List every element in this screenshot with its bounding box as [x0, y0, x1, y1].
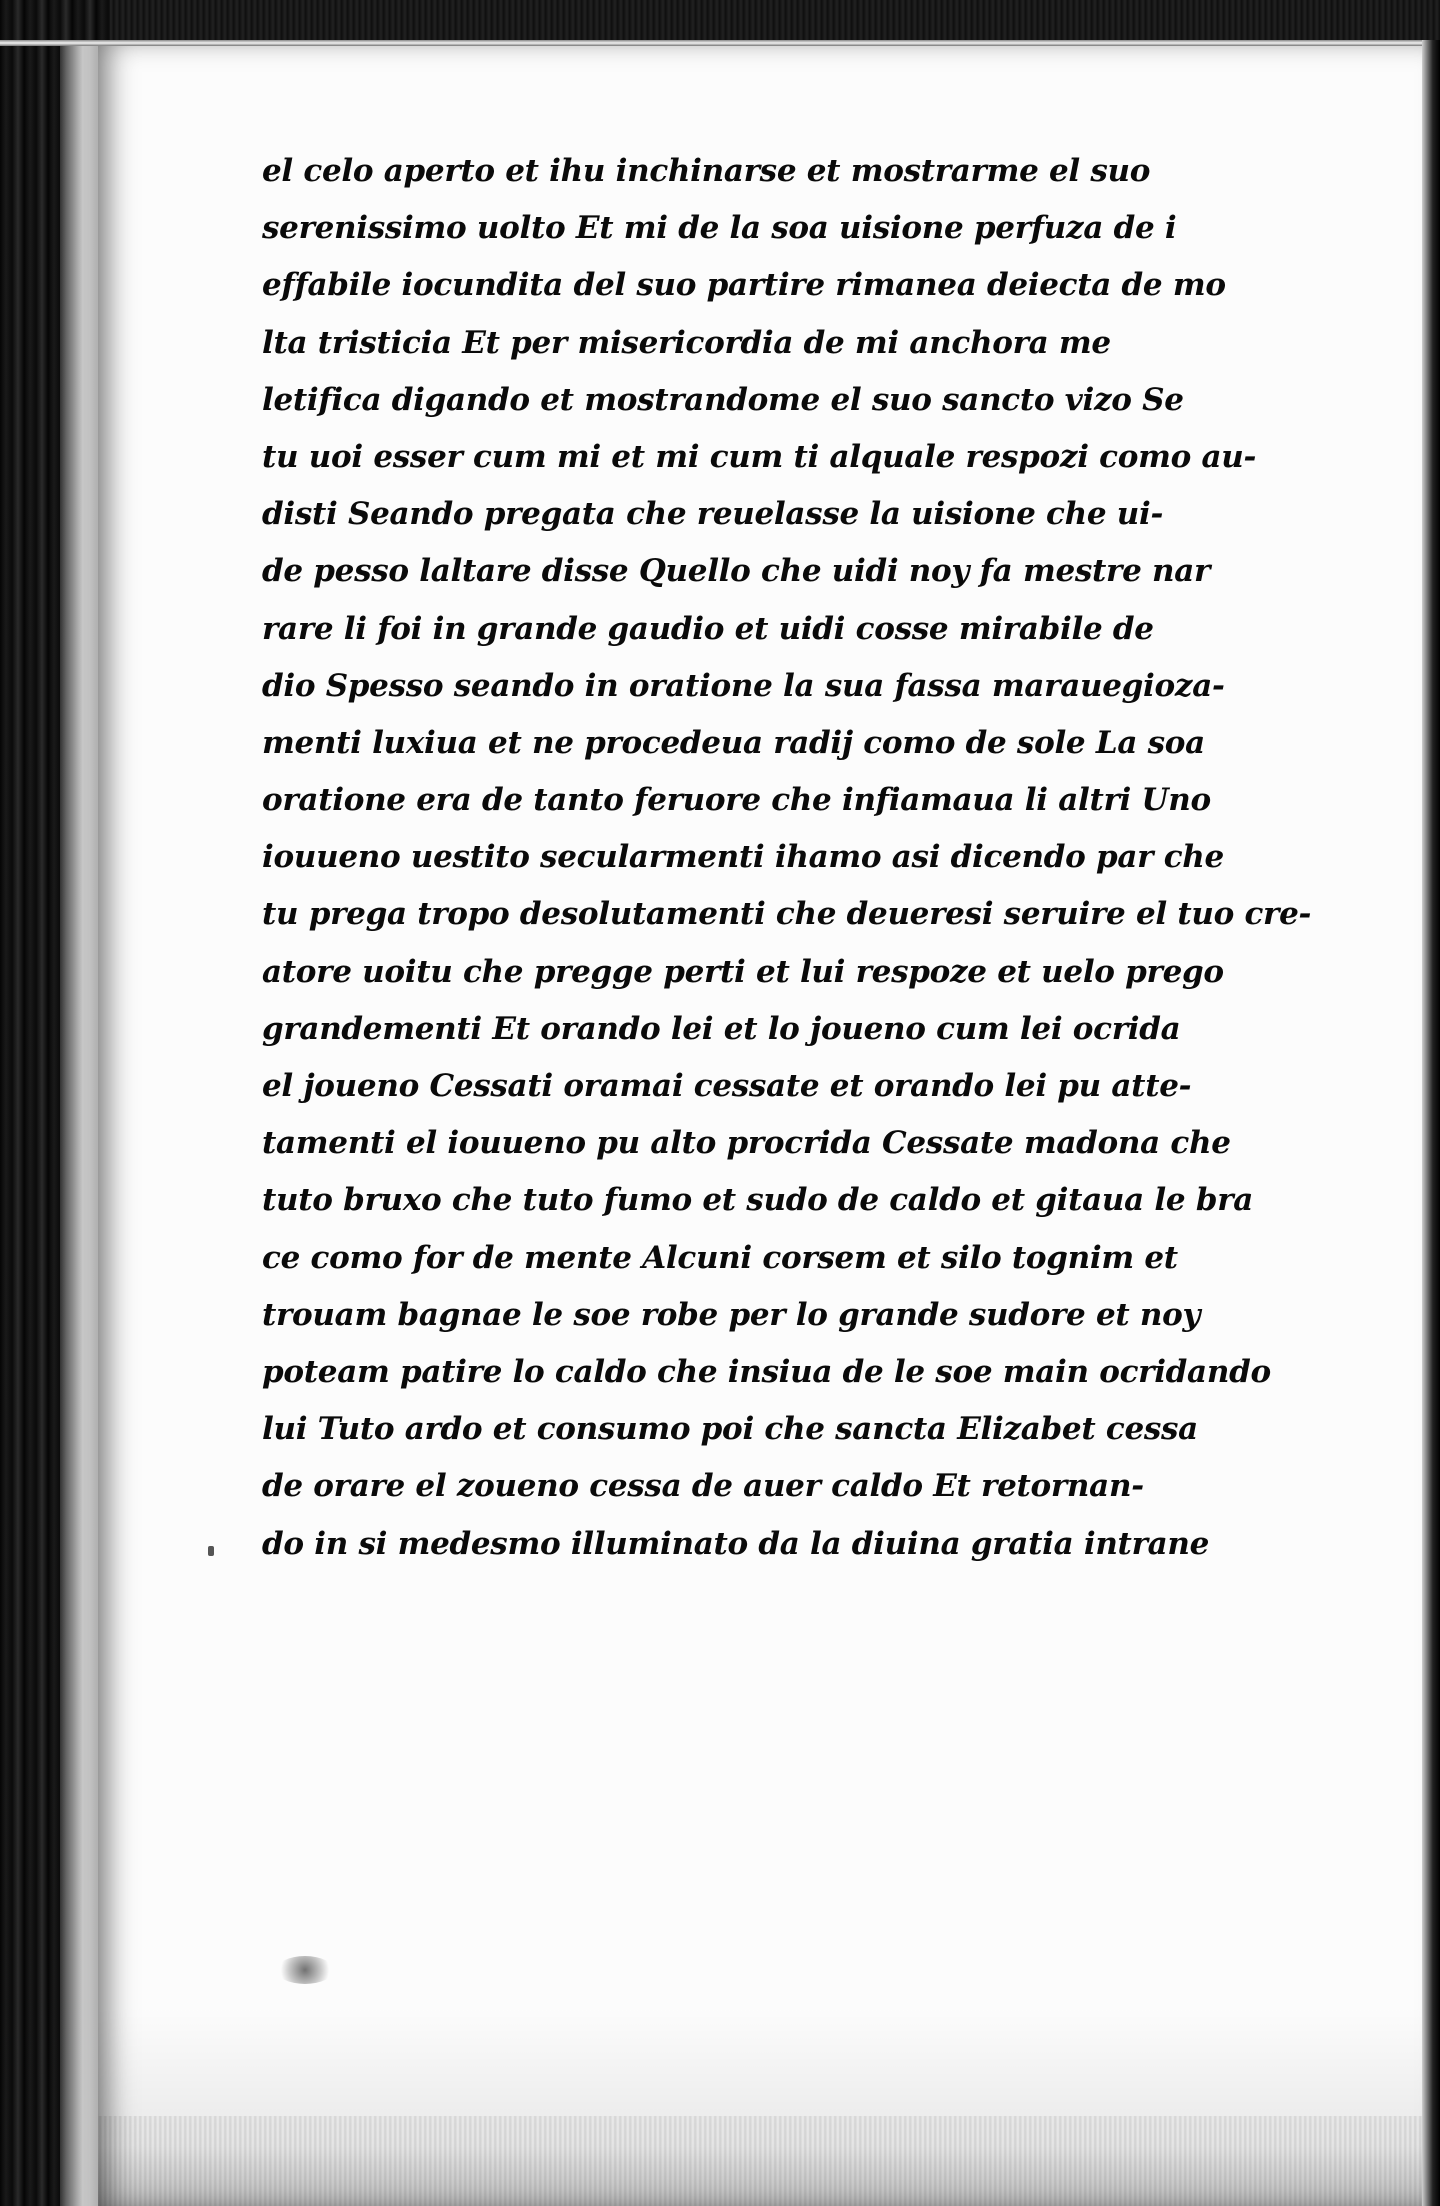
text-line: lui Tuto ardo et consumo poi che sancta Elizabet cessa [262, 1411, 1198, 1448]
text-line: tu uoi esser cum mi et mi cum ti alquale respozi como au- [262, 438, 1257, 475]
ink-stain [276, 1956, 334, 1984]
text-line: dio Spesso seando in oratione la sua fassa marauegioza- [262, 667, 1225, 704]
page-fold-edge [60, 40, 98, 2206]
text-line: oratione era de tanto feruore che infiamaua li altri Uno [262, 782, 1211, 819]
text-line: grandementi Et orando lei et lo joueno cum lei ocrida [262, 1010, 1181, 1047]
page-blemish [208, 1546, 214, 1556]
text-line: iouueno uestito secularmenti ihamo asi dicendo par che [262, 839, 1224, 876]
text-line: rare li foi in grande gaudio et uidi cosse mirabile de [262, 610, 1154, 647]
text-line: atore uoitu che pregge perti et lui respoze et uelo prego [262, 953, 1224, 990]
text-line: de pesso laltare disse Quello che uidi noy fa mestre nar [262, 553, 1211, 590]
text-line: trouam bagnae le soe robe per lo grande sudore et noy [262, 1296, 1201, 1333]
text-line: de orare el zoueno cessa de auer caldo Et retornan- [262, 1468, 1144, 1505]
text-line: tamenti el iouueno pu alto procrida Cessate madona che [262, 1125, 1231, 1162]
text-line: el celo aperto et ihu inchinarse et mostrarme el suo [262, 153, 1151, 189]
text-line: lta tristicia Et per misericordia de mi anchora me [262, 324, 1111, 361]
text-line: ce como for de mente Alcuni corsem et silo tognim et [262, 1239, 1178, 1276]
manuscript-text [262, 143, 1322, 1573]
text-line: letifica digando et mostrandome el suo sancto vizo Se [262, 381, 1184, 418]
scan-top-edge [0, 0, 1440, 40]
text-line: effabile iocundita del suo partire rimanea deiecta de mo [262, 267, 1226, 304]
page-bottom-wear [98, 2116, 1422, 2206]
text-line: menti luxiua et ne procedeua radij como de sole La soa [262, 724, 1205, 761]
text-line: do in si medesmo illuminato da la diuina gratia intrane [262, 1525, 1210, 1562]
text-line: disti Seando pregata che reuelasse la uisione che ui- [262, 496, 1164, 533]
text-line: serenissimo uolto Et mi de la soa uisione perfuza de i [262, 210, 1177, 247]
scan-right-edge [1422, 40, 1440, 2206]
text-line: poteam patire lo caldo che insiua de le soe main ocridando [262, 1353, 1271, 1390]
text-line: tu prega tropo desolutamenti che deueresi seruire el tuo cre- [262, 896, 1312, 933]
text-line: tuto bruxo che tuto fumo et sudo de caldo et gitaua le bra [262, 1182, 1254, 1219]
text-line: el joueno Cessati oramai cessate et orando lei pu atte- [262, 1068, 1192, 1104]
